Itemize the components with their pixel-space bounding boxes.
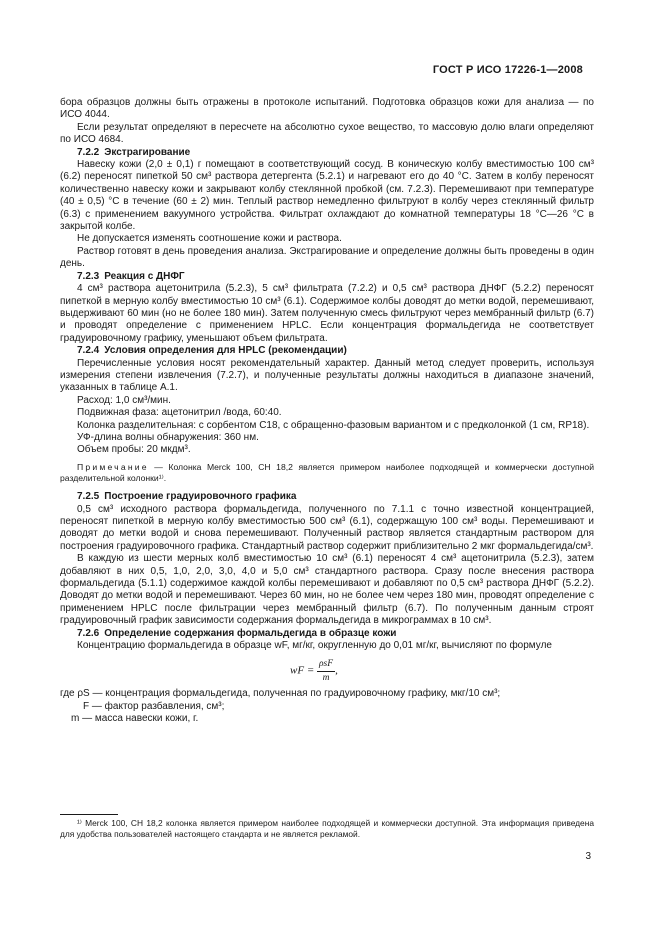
formula-denominator: m	[322, 672, 330, 683]
paragraph: Колонка разделительная: с сорбентом С18, с обращенно-фазовым вариантом и с предколонкой (1 см, RP18).	[77, 419, 590, 431]
paragraph: Подвижная фаза: ацетонитрил /вода, 60:40.	[77, 407, 282, 419]
section-heading-7-2-4	[60, 345, 594, 357]
section-title: Реакция с ДНФГ	[104, 270, 185, 282]
paragraph: Объем пробы: 20 мкдм³.	[77, 444, 191, 456]
section-number: 7.2.3	[77, 270, 100, 282]
paragraph: Расход: 1,0 см³/мин.	[77, 394, 171, 406]
formula-end: ,	[335, 664, 338, 677]
formula-fraction	[317, 658, 335, 684]
paragraph: 4 см³ раствора ацетонитрила (5.2.3), 5 см³ фильтрата (7.2.2) и 0,5 см³ раствора ДНФГ (5.2.2) переносят пипеткой в мерную колбу вместимостью 10 см³ (6.1). Содержимое колбы доводят до метки водой, перемешивают, выдерживают 60 мин (но не более 180 мин). Затем полученную смесь фильтруют через мембранный фильтр (6.7) и проводят определение с применением HPLC. Если концентрация формальдегида не соответствует градуировочному графику, уменьшают объем фильтрата.	[60, 283, 594, 344]
paragraph: Если результат определяют в пересчете на абсолютно сухое вещество, то массовую долю влаги определяют по ИСО 4684.	[60, 121, 594, 146]
paragraph: Не допускается изменять соотношение кожи и раствора.	[77, 233, 342, 245]
formula-eq: =	[306, 664, 315, 677]
formula-numerator: ρsF	[317, 658, 335, 671]
section-heading-7-2-2	[60, 147, 594, 159]
where-line: F — фактор разбавления, см³;	[83, 700, 225, 712]
section-heading-7-2-3	[60, 271, 594, 283]
section-number: 7.2.4	[77, 345, 100, 357]
footnote: ¹⁾ Merck 100, CH 18,2 колонка является примером наиболее подходящей и коммерчески доступной. Эта информация приведена для удобства пользователей настоящего стандарта и не является рекламой.	[60, 818, 594, 840]
formula	[60, 652, 594, 688]
note-text: — Колонка Merck 100, CH 18,2 является примером наиболее подходящей и коммерчески доступной разделительной колонки¹⁾.	[60, 461, 594, 483]
page-number: 3	[585, 851, 591, 862]
section-title: Построение градуировочного графика	[104, 491, 297, 503]
section-heading-7-2-5	[60, 491, 594, 503]
where-line: где ρS — концентрация формальдегида, полученная по градуировочному графику, мкг/10 см³;	[60, 688, 501, 700]
section-heading-7-2-6	[60, 628, 594, 640]
where-block	[60, 688, 594, 725]
paragraph: Навеску кожи (2,0 ± 0,1) г помещают в соответствующий сосуд. В коническую колбу вместимостью 100 см³ (6.2) переносят пипеткой 50 см³ раствора детергента (5.2.1) и нагревают его до 40 °С. Затем в колбу переносят количественно навеску кожи и закрывают колбу стеклянной пробкой (см. 7.2.3). Перемешивают при температуре (40 ± 0,5) °С в течение (60 ± 2) мин. Теплый раствор немедленно фильтруют в колбу через стеклянный фильтр (6.3) с применением вакуумного устройства. Фильтрат охлаждают до комнатной температуры 18 °С—26 °С в закрытой колбе.	[60, 159, 594, 233]
standard-header: ГОСТ Р ИСО 17226-1—2008	[432, 64, 583, 76]
where-line: m — масса навески кожи, г.	[71, 713, 199, 725]
note	[60, 462, 594, 484]
section-title: Определение содержания формальдегида в образце кожи	[104, 627, 397, 639]
section-number: 7.2.2	[77, 146, 100, 158]
paragraph: УФ-длина волны обнаружения: 360 нм.	[77, 431, 259, 443]
formula-expression	[290, 658, 338, 684]
section-number: 7.2.5	[77, 491, 100, 503]
section-title: Экстрагирование	[104, 146, 191, 158]
paragraph: В каждую из шести мерных колб вместимостью 10 см³ (6.1) переносят 4 см³ ацетонитрила (5.2.3), затем добавляют в них 0,5, 1,0, 2,0, 3,0, 4,0 и 5,0 см³ стандартного раствора. Сразу после внесения раствора формальдегида (5.1.1) содержимое каждой колбы перемешивают и добавляют по 0,5 см³ раствора ДНФГ (5.2.2). Доводят до метки водой и перемешивают. Через 60 мин, но не более чем через 180 мин, проводят определение с применением HPLC после фильтрации через мембранный фильтр (6.7). По полученным данным строят градуировочный график зависимости содержания формальдегида в микрограммах в 10 см³.	[60, 553, 594, 627]
note-label: Примечание	[77, 461, 149, 472]
formula-lhs: wF	[290, 664, 305, 677]
body-text	[60, 97, 594, 726]
paragraph: 0,5 см³ исходного раствора формальдегида, полученного по 7.1.1 с точно известной концентрацией, переносят пипеткой в мерную колбу вместимостью 500 см³ (6.1), содержащую 100 см³ воды. Перемешивают и доводят до метки водой и снова перемешивают. Полученный раствор является стандартным раствором для построения градуировочного графика. Стандартный раствор содержит приблизительно 2 мкг формальдегида/см³.	[60, 503, 594, 552]
paragraph: Перечисленные условия носят рекомендательный характер. Данный метод следует проверить, используя измерения степени извлечения (7.2.7), и полученные результаты должны находиться в диапазоне значений, указанных в таблице А.1.	[60, 357, 594, 394]
section-number: 7.2.6	[77, 627, 100, 639]
paragraph: Раствор готовят в день проведения анализа. Экстрагирование и определение должны быть проведены в один день.	[60, 245, 594, 270]
section-title: Условия определения для HPLC (рекомендации)	[104, 345, 347, 357]
footnote-divider	[60, 814, 118, 815]
paragraph: бора образцов должны быть отражены в протоколе испытаний. Подготовка образцов кожи для анализа — по ИСО 4044.	[60, 97, 594, 121]
paragraph: Концентрацию формальдегида в образце wF, мг/кг, округленную до 0,01 мг/кг, вычисляют по формуле	[77, 640, 552, 652]
